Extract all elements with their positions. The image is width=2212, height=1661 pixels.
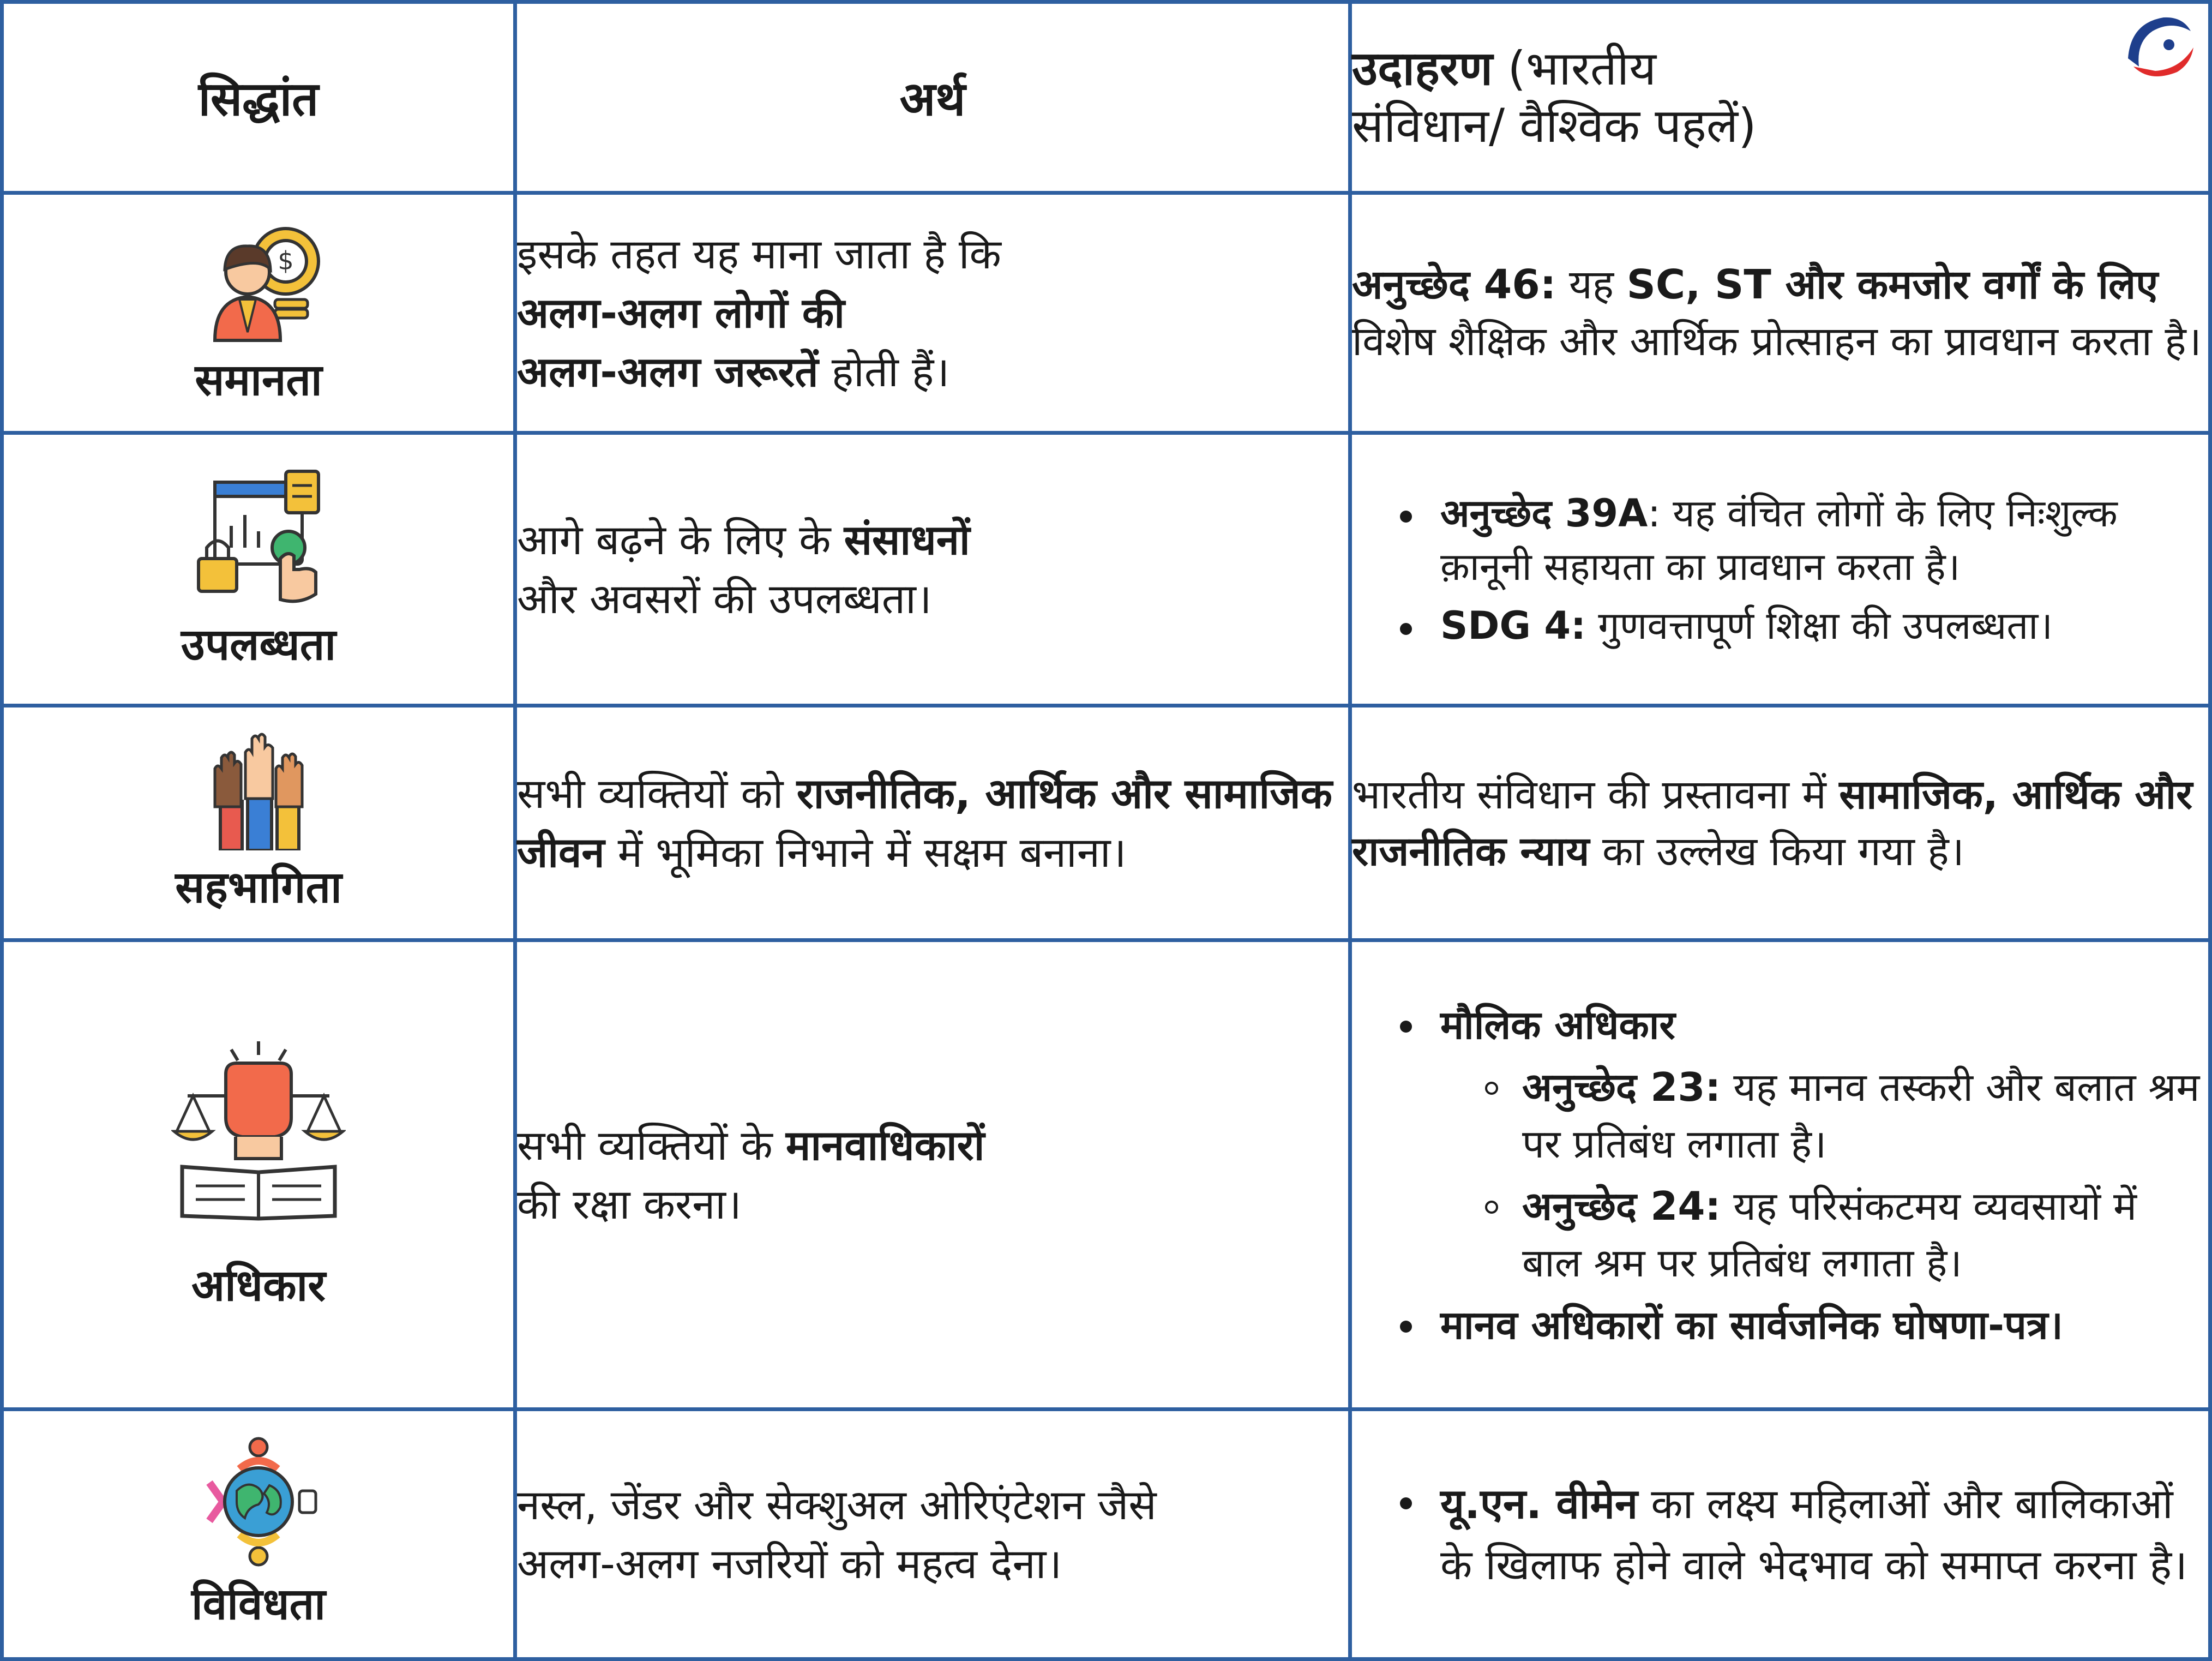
example-bold: मौलिक अधिकार — [1440, 1002, 1675, 1048]
meaning-cell — [515, 706, 1350, 940]
example-text: का उल्लेख किया गया है। — [1589, 827, 1964, 875]
principle-cell — [2, 193, 515, 433]
meaning-text: सभी व्यक्तियों के — [517, 1120, 786, 1170]
example-text: यह परिसंकटमय व्यवसायों में बाल श्रम पर प्रतिबंध लगाता है। — [1522, 1183, 2137, 1286]
example-cell — [1350, 940, 2210, 1410]
meaning-text: सभी व्यक्तियों को — [517, 769, 797, 818]
example-bold: SC, ST और कमजोर वर्गों के लिए — [1626, 261, 2159, 308]
list-item — [1396, 599, 2208, 652]
meaning-cell — [515, 940, 1350, 1410]
list-item — [1440, 1059, 2208, 1172]
header-principle: सिद्धांत — [2, 2, 515, 193]
example-text: : यह वंचित लोगों के लिए निःशुल्क क़ानूनी सहायता का प्रावधान करता है। — [1440, 490, 2118, 589]
principle-name: सहभागिता — [175, 862, 342, 913]
header-example-rest: (भारतीय — [1493, 41, 1657, 96]
example-cell — [1350, 1410, 2210, 1659]
header-example-bold: उदाहरण — [1352, 41, 1493, 96]
principle-cell — [2, 940, 515, 1410]
principle-cell — [2, 706, 515, 940]
meaning-cell — [515, 1410, 1350, 1659]
list-item — [1396, 1297, 2208, 1353]
example-text: भारतीय संविधान की प्रस्तावना में — [1352, 771, 1840, 818]
diversity-globe-icon — [193, 1436, 324, 1567]
example-text: विशेष शैक्षिक और आर्थिक प्रोत्साहन का प्रावधान करता है। — [1352, 317, 2202, 365]
principle-name: समानता — [195, 355, 322, 405]
example-text: यह मानव तस्करी और बलात श्रम पर प्रतिबंध लगाता है। — [1522, 1064, 2200, 1167]
brand-logo-icon — [2117, 7, 2199, 91]
list-item — [1396, 487, 2208, 593]
meaning-bold: मानवाधिकारों — [785, 1120, 985, 1170]
meaning-cell — [515, 433, 1350, 706]
example-bold: सामाजिक, आर्थिक और राजनीतिक न्याय — [1352, 771, 2193, 875]
meaning-text: इसके तहत यह माना जाता है कि — [517, 229, 1001, 278]
example-cell — [1350, 433, 2210, 706]
header-meaning: अर्थ — [515, 2, 1350, 193]
principle-cell — [2, 1410, 515, 1659]
example-bold: अनुच्छेद 39A — [1440, 490, 1648, 536]
rights-fist-scales-icon — [171, 1036, 346, 1221]
example-list — [1396, 487, 2208, 652]
table-row — [2, 433, 2210, 706]
meaning-bold: संसाधनों — [844, 515, 970, 564]
svg-text:$: $ — [278, 246, 294, 275]
example-sublist — [1440, 1059, 2208, 1291]
meaning-text: आगे बढ़ने के लिए के — [517, 515, 844, 564]
table-row — [2, 193, 2210, 433]
principle-name: उपलब्धता — [181, 619, 336, 670]
resource-access-icon — [188, 466, 329, 608]
table-header-row — [2, 2, 2210, 193]
example-cell — [1350, 706, 2210, 940]
meaning-text: नस्ल, जेंडर और सेक्शुअल ओरिएंटेशन जैसे अलग-अलग नजरियों को महत्व देना। — [517, 1480, 1157, 1588]
example-text: गुणवत्तापूर्ण शिक्षा की उपलब्धता। — [1586, 603, 2053, 648]
meaning-text: में भूमिका निभाने में सक्षम बनाना। — [604, 827, 1127, 877]
principle-name: अधिकार — [191, 1260, 326, 1311]
example-text: यह — [1556, 261, 1627, 308]
example-list — [1396, 997, 2208, 1353]
example-cell — [1350, 193, 2210, 433]
meaning-cell — [515, 193, 1350, 433]
list-item — [1396, 997, 2208, 1291]
table-row — [2, 1410, 2210, 1659]
table-row — [2, 940, 2210, 1410]
example-text: का लक्ष्य महिलाओं और बालिकाओं के खिलाफ होने वाले भेदभाव को समाप्त करना है। — [1440, 1479, 2187, 1589]
raised-hands-icon — [193, 730, 324, 850]
example-bold: SDG 4: — [1440, 603, 1586, 648]
businessman-money-gear-icon — [193, 218, 324, 343]
meaning-bold: राजनीतिक, आर्थिक और सामाजिक जीवन — [517, 769, 1332, 877]
header-example — [1350, 2, 2210, 193]
principle-cell — [2, 433, 515, 706]
list-item — [1396, 1473, 2208, 1596]
example-bold: यू.एन. वीमेन — [1440, 1479, 1638, 1528]
example-bold: अनुच्छेद 23: — [1522, 1064, 1721, 1110]
meaning-text: होती हैं। — [818, 347, 950, 396]
example-list — [1396, 1473, 2208, 1596]
principle-name: विविधता — [191, 1579, 326, 1629]
meaning-bold: अलग-अलग लोगों की — [517, 288, 845, 337]
table-row — [2, 706, 2210, 940]
meaning-bold: अलग-अलग जरूरतें — [517, 347, 819, 396]
list-item — [1440, 1178, 2208, 1291]
example-bold: मानव अधिकारों का सार्वजनिक घोषणा-पत्र। — [1440, 1302, 2063, 1348]
example-bold: अनुच्छेद 46: — [1352, 261, 1556, 308]
example-bold: अनुच्छेद 24: — [1522, 1183, 1721, 1229]
meaning-text: और अवसरों की उपलब्धता। — [517, 574, 932, 623]
header-example-line2: संविधान/ वैश्विक पहलें) — [1352, 98, 1757, 153]
meaning-text: की रक्षा करना। — [517, 1179, 742, 1228]
